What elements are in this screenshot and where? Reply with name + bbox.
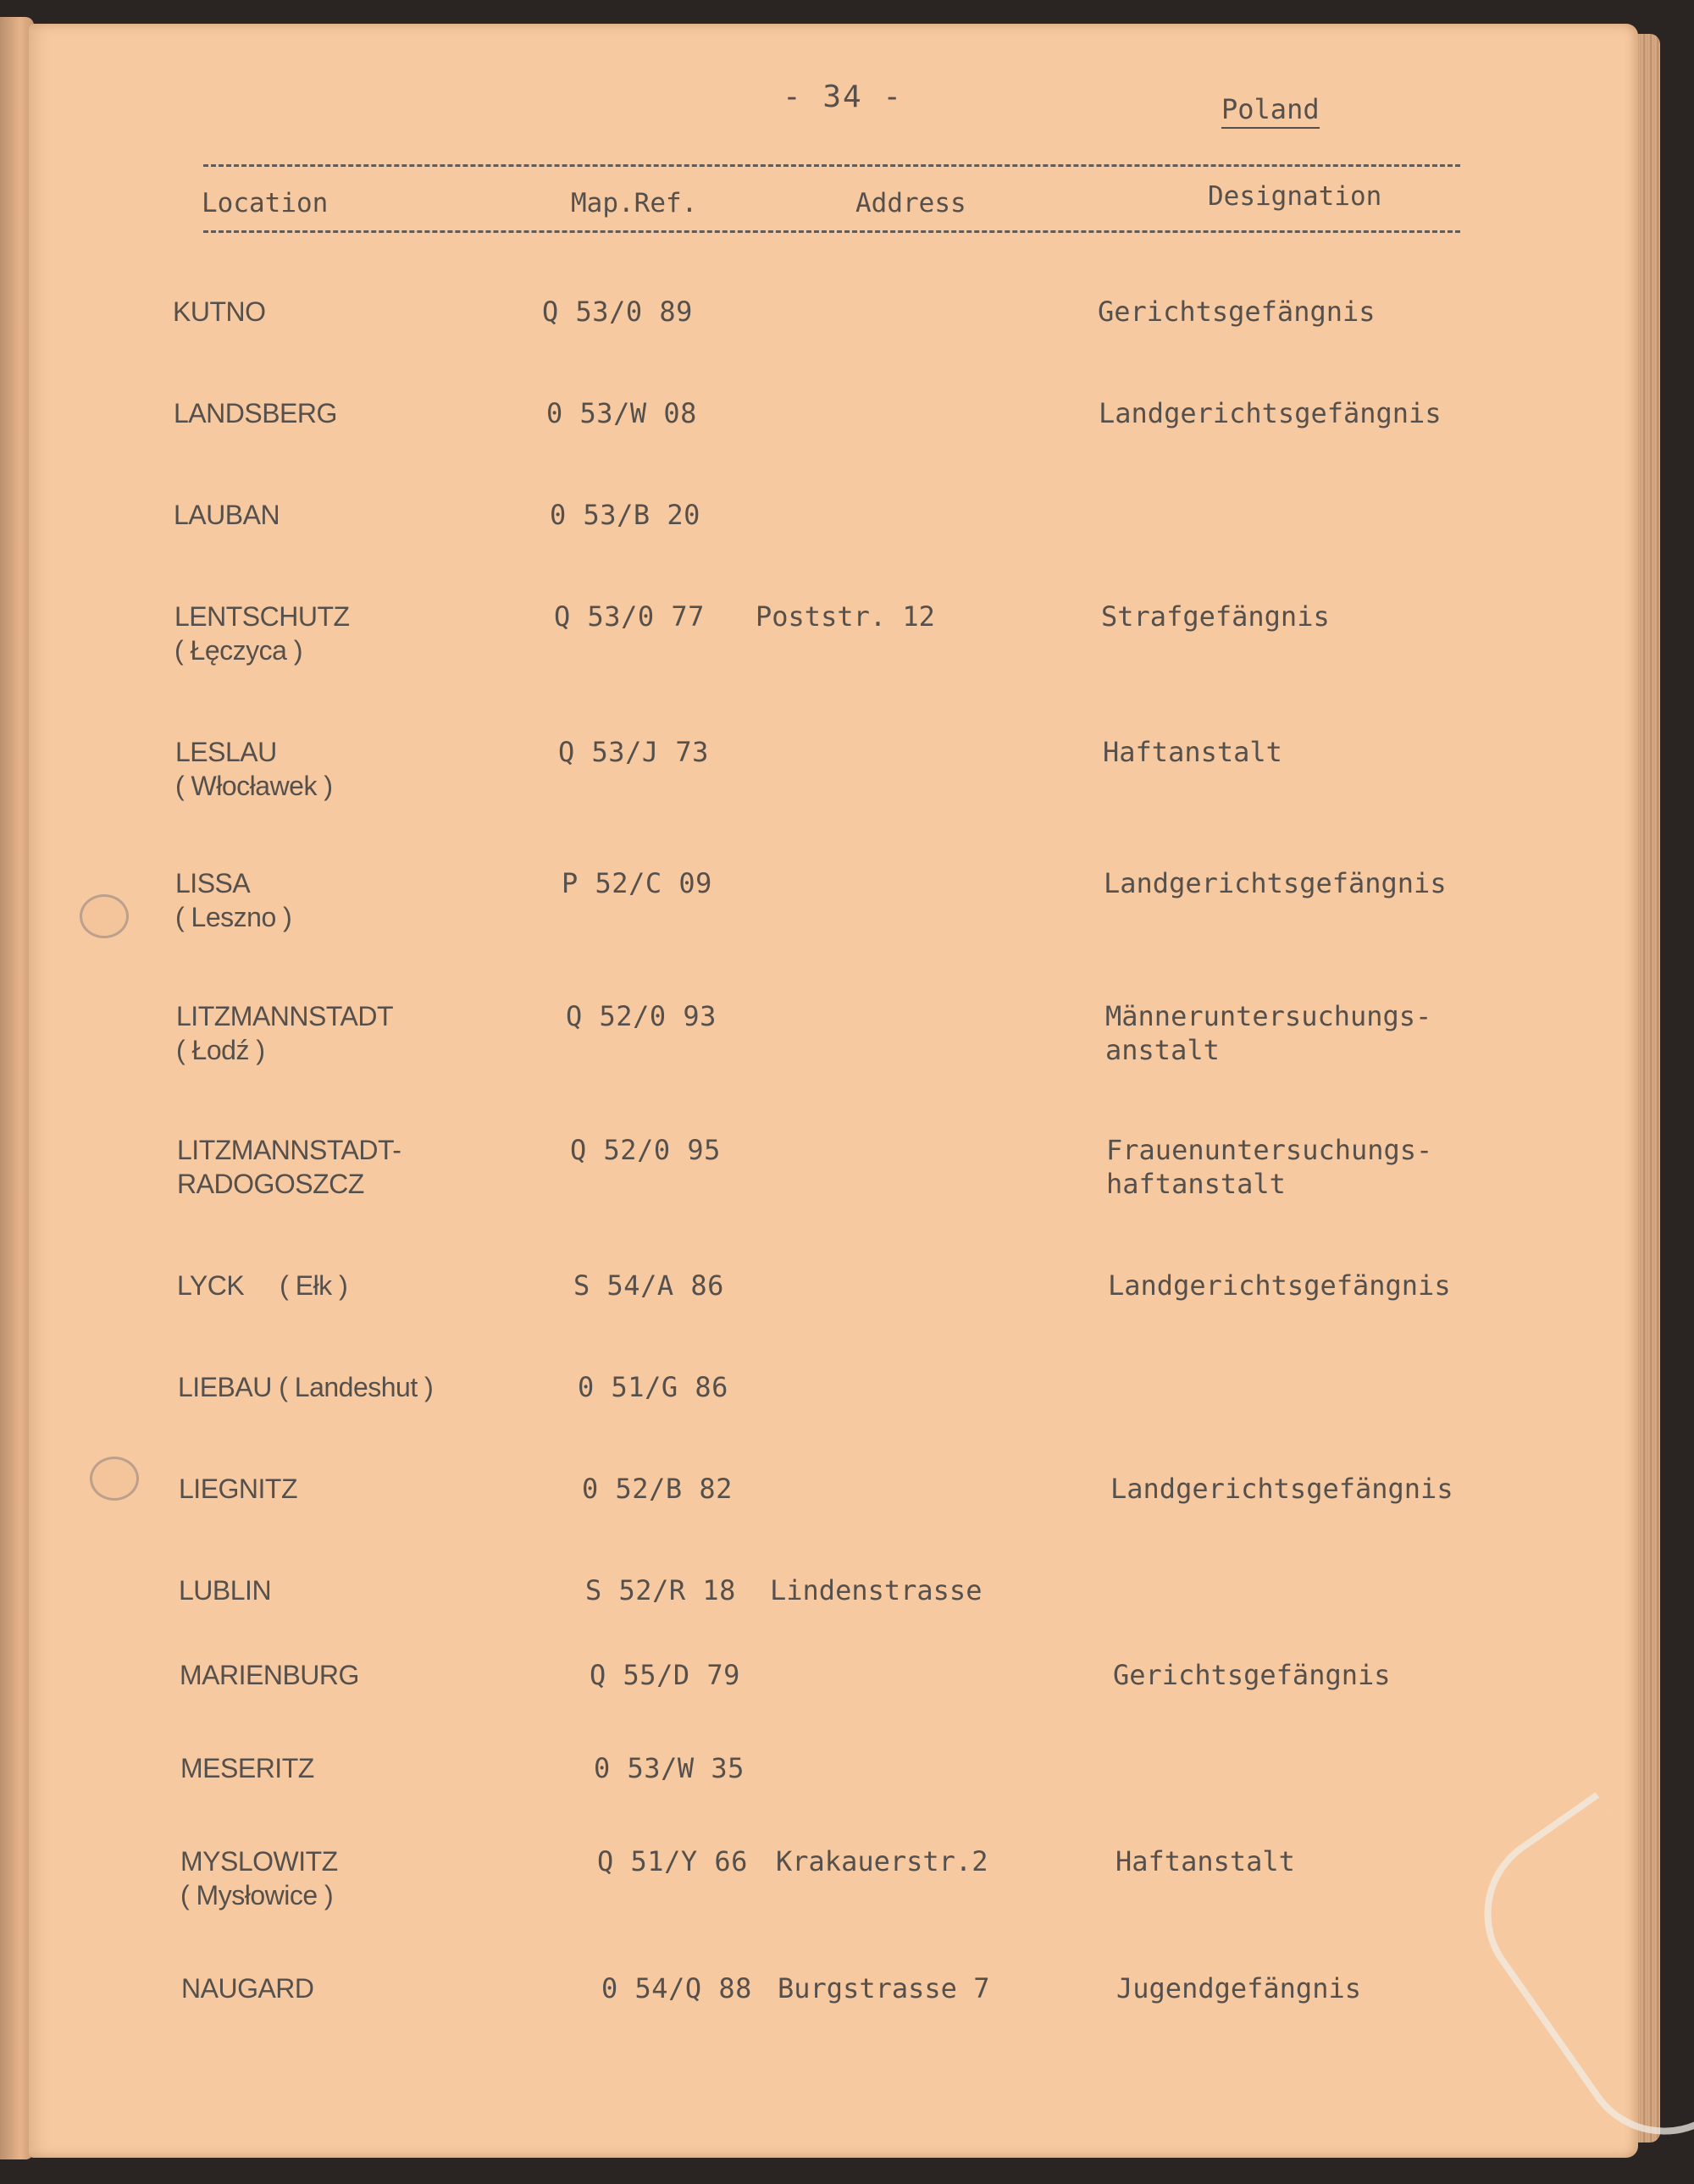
column-header-address: Address [855,188,966,218]
location-cell [177,1133,401,1201]
address-cell-line: Poststr. 12 [756,600,935,633]
designation-cell-line: Männeruntersuchungs- [1105,1000,1432,1032]
map-ref-cell-line: Q 53/0 77 [554,600,705,633]
location-cell [181,1971,314,2005]
map-ref-cell-line: 0 51/G 86 [578,1371,728,1403]
map-ref-cell [566,999,717,1033]
location-cell-line: LIEGNITZ [179,1474,298,1504]
map-ref-cell-line: Q 52/0 95 [570,1134,721,1166]
designation-cell [1116,1971,1361,2005]
header-rule-bottom [203,230,1460,233]
map-ref-cell [582,1472,733,1506]
designation-cell-line: Landgerichtsgefängnis [1104,867,1447,899]
designation-cell [1104,866,1447,900]
map-ref-cell-line: Q 51/Y 66 [597,1845,748,1877]
location-cell-line: LESLAU [175,737,277,767]
designation-cell [1098,295,1376,329]
document-page [29,24,1638,2158]
location-cell [179,1573,271,1607]
location-cell [179,1472,297,1506]
designation-cell [1115,1844,1295,1878]
map-ref-cell-line: 0 52/B 82 [582,1473,733,1505]
map-ref-cell [590,1658,740,1692]
map-ref-cell-line: S 52/R 18 [585,1574,736,1606]
map-ref-cell-line: P 52/C 09 [562,867,712,899]
location-cell [174,600,350,667]
map-ref-cell [542,295,693,329]
address-cell-line: Lindenstrasse [770,1574,983,1606]
column-header-location: Location [202,188,329,218]
location-cell-line-2: RADOGOSZCZ [177,1169,364,1199]
map-ref-cell [585,1573,736,1607]
location-cell [174,498,280,532]
designation-cell [1103,735,1282,769]
location-cell-line-2: ( Leszno ) [175,902,292,932]
designation-cell [1105,999,1431,1067]
location-cell [180,1751,314,1785]
location-cell-line: LUBLIN [179,1575,272,1606]
designation-cell-line: Landgerichtsgefängnis [1108,1269,1451,1302]
location-cell-line: MARIENBURG [180,1660,359,1690]
designation-cell [1108,1269,1451,1302]
location-cell-line-2: ( Łęczyca ) [174,635,302,666]
location-cell [175,866,291,934]
designation-cell-line: Haftanstalt [1115,1845,1295,1877]
designation-cell-line: Frauenuntersuchungs- [1106,1134,1433,1166]
designation-cell [1106,1133,1432,1201]
map-ref-cell [601,1971,752,2005]
map-ref-cell-line: 0 54/Q 88 [601,1972,752,2004]
address-cell [778,1971,989,2005]
column-header-designation: Designation [1208,181,1382,212]
location-cell [180,1658,359,1692]
designation-cell [1113,1658,1391,1692]
map-ref-cell [554,600,705,633]
map-ref-cell [558,735,709,769]
location-cell-line-2: ( Mysłowice ) [180,1880,334,1910]
header-rule-top [203,164,1460,167]
address-cell-line: Burgstrasse 7 [778,1972,990,2004]
map-ref-cell [597,1844,748,1878]
map-ref-cell [578,1370,728,1404]
map-ref-cell [594,1751,745,1785]
address-cell [756,600,935,633]
location-cell [180,1844,338,1912]
designation-cell-line: Jugendgefängnis [1116,1972,1361,2004]
location-cell-line: MESERITZ [180,1753,314,1783]
location-cell-line: LAUBAN [174,500,280,530]
map-ref-cell-line: S 54/A 86 [573,1269,724,1302]
map-ref-cell [573,1269,724,1302]
designation-cell-line-2: anstalt [1105,1034,1220,1066]
punch-hole [80,894,129,938]
location-cell-line-2: ( Włocławek ) [175,771,333,801]
location-cell-line: LITZMANNSTADT- [177,1135,401,1165]
map-ref-cell-line: Q 53/J 73 [558,736,709,768]
location-cell [177,1269,347,1302]
designation-cell-line: Landgerichtsgefängnis [1110,1473,1453,1505]
designation-cell [1110,1472,1453,1506]
designation-cell-line: Haftanstalt [1103,736,1282,768]
designation-cell [1099,396,1442,430]
location-cell [173,295,266,329]
page-number: - 34 - [783,80,904,114]
location-cell [174,396,337,430]
punch-hole [90,1457,139,1501]
designation-cell [1101,600,1330,633]
designation-cell-line: Strafgefängnis [1101,600,1330,633]
location-cell-line: LENTSCHUTZ [174,601,350,632]
location-cell-line: LITZMANNSTADT [176,1001,394,1031]
designation-cell-line: Gerichtsgefängnis [1098,296,1376,328]
column-header-map-ref: Map.Ref. [571,188,698,218]
map-ref-cell-line: 0 53/B 20 [550,499,700,531]
location-cell-line: LYCK ( Ełk ) [177,1270,348,1301]
map-ref-cell [570,1133,721,1167]
map-ref-cell-line: 0 53/W 35 [594,1752,745,1784]
location-cell-line-2: ( Łodź ) [176,1035,265,1065]
location-cell-line: LIEBAU ( Landeshut ) [178,1372,434,1402]
location-cell [176,999,393,1067]
designation-cell-line: Gerichtsgefängnis [1113,1659,1391,1691]
location-cell-line: LANDSBERG [174,398,337,429]
address-cell [770,1573,982,1607]
map-ref-cell [550,498,700,532]
location-cell-line: MYSLOWITZ [180,1846,338,1877]
address-cell-line: Krakauerstr.2 [776,1845,988,1877]
map-ref-cell-line: 0 53/W 08 [546,397,697,429]
map-ref-cell [546,396,697,430]
country-title: Poland [1221,93,1320,129]
location-cell-line: LISSA [175,868,251,898]
map-ref-cell-line: Q 53/0 89 [542,296,693,328]
location-cell-line: NAUGARD [181,1973,314,2004]
location-cell [175,735,333,803]
designation-cell-line-2: haftanstalt [1106,1168,1286,1200]
location-cell-line: KUTNO [173,296,266,327]
map-ref-cell [562,866,712,900]
map-ref-cell-line: Q 55/D 79 [590,1659,740,1691]
address-cell [776,1844,988,1878]
designation-cell-line: Landgerichtsgefängnis [1099,397,1442,429]
map-ref-cell-line: Q 52/0 93 [566,1000,717,1032]
location-cell [178,1370,433,1404]
